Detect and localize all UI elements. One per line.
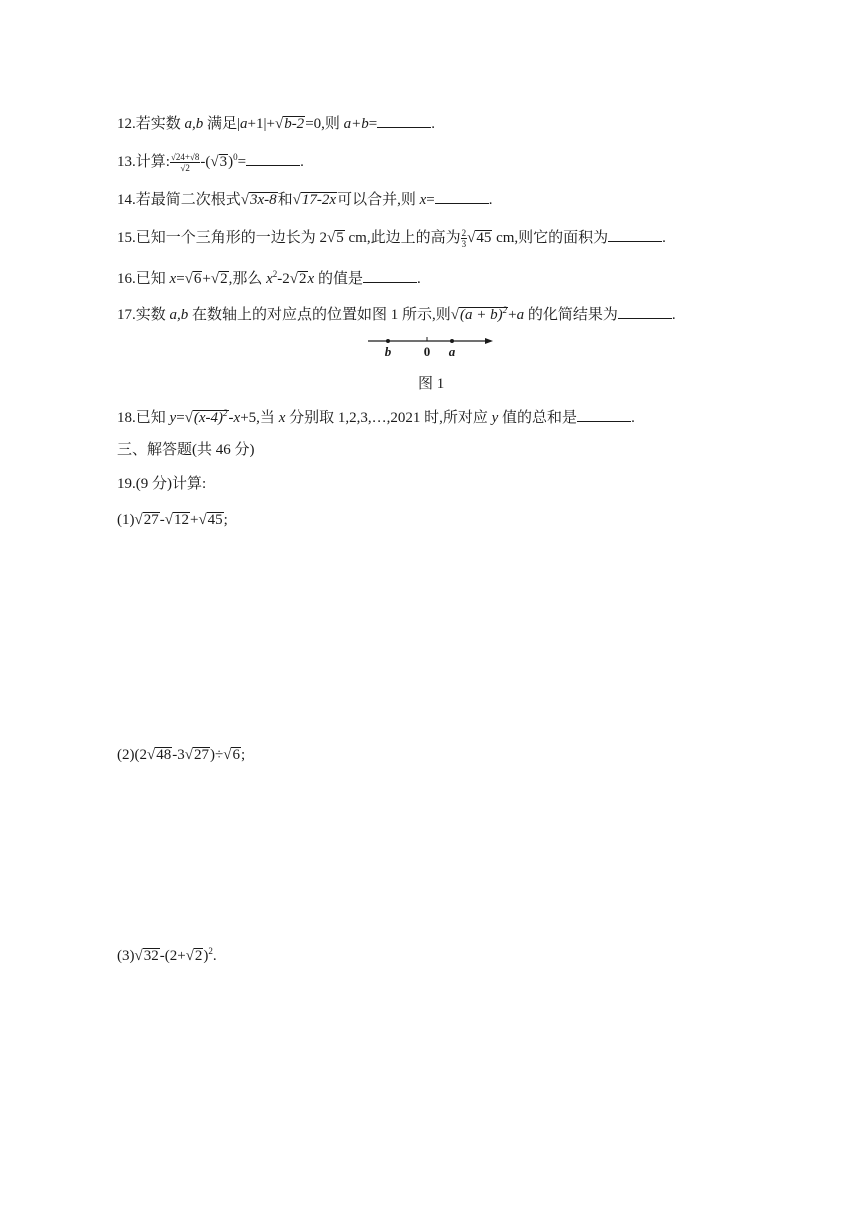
punctuation: . — [416, 271, 421, 287]
radicand — [193, 410, 229, 426]
variable: a,b — [184, 116, 204, 132]
question-text: 实数 — [135, 307, 170, 323]
expression: a+b — [343, 116, 369, 132]
variable: a,b — [169, 307, 189, 323]
variable: a — [516, 307, 525, 323]
radicand: 45 — [476, 230, 492, 246]
question-text: - — [228, 410, 234, 426]
answer-blank[interactable] — [577, 408, 631, 422]
problem-3 — [117, 946, 217, 966]
exponent: 2 — [272, 269, 278, 279]
operator: )÷ — [209, 747, 224, 763]
answer-blank[interactable] — [435, 190, 489, 204]
radicand: 48 — [156, 747, 172, 763]
answer-blank[interactable] — [377, 114, 431, 128]
exponent: 2 — [223, 408, 228, 418]
question-19: 19.(9 分)计算: — [117, 476, 207, 492]
question-text: 和 — [277, 192, 293, 208]
punctuation: . — [631, 410, 635, 426]
sqrt-icon: √ — [223, 747, 232, 763]
sqrt-icon: √ — [134, 512, 143, 528]
radicand: 5 — [336, 230, 344, 246]
question-number: 13. — [117, 154, 136, 170]
question-number: 14. — [117, 192, 136, 208]
question-text: 值的总和是 — [498, 410, 578, 426]
section-heading: 三、解答题(共 46 分) — [117, 442, 255, 458]
question-text: 已知 — [135, 410, 170, 426]
arrow-right-icon — [485, 338, 493, 344]
question-text: ) — [228, 154, 234, 170]
operator: + — [189, 512, 199, 528]
question-text: 若实数 — [135, 116, 185, 132]
punctuation: ; — [223, 512, 228, 528]
radicand: 45 — [207, 512, 223, 528]
sqrt-icon: √ — [184, 271, 193, 287]
question-text: + — [508, 307, 517, 323]
radicand: b-2 — [284, 116, 305, 132]
point-a — [450, 339, 454, 343]
operator: -3 — [172, 747, 185, 763]
answer-blank[interactable] — [246, 152, 300, 166]
question-text: 分别取 1,2,3,…,2021 时,所对应 — [285, 410, 492, 426]
punctuation: . — [212, 948, 217, 964]
fraction-denominator: 3 — [461, 239, 467, 250]
question-text: cm,则它的面积为 — [492, 230, 609, 246]
problem-label: (1) — [117, 512, 135, 528]
radicand — [459, 307, 508, 323]
question-text: ,那么 — [228, 271, 267, 287]
question-number: 16. — [117, 271, 136, 287]
question-text: -( — [200, 154, 211, 170]
sqrt-icon: √ — [134, 948, 143, 964]
question-text: 的值是 — [314, 271, 363, 287]
question-14 — [117, 190, 492, 210]
radicand-expression: (a + b) — [460, 307, 503, 323]
exponent: 2 — [502, 305, 508, 315]
fraction-numerator: √24+√8 — [170, 152, 200, 163]
question-number: 18. — [117, 410, 136, 426]
question-13 — [117, 152, 304, 173]
question-text: 计算: — [135, 154, 170, 170]
sqrt-icon: √ — [327, 230, 336, 246]
figure-caption: 图 1 — [418, 376, 445, 392]
problem-2 — [117, 745, 245, 765]
question-text: 已知 — [135, 271, 170, 287]
punctuation: . — [488, 192, 493, 208]
sqrt-icon: √ — [289, 271, 299, 287]
punctuation: . — [671, 307, 676, 323]
answer-blank[interactable] — [608, 228, 662, 242]
radicand: 6 — [232, 747, 240, 763]
variable: x — [233, 410, 241, 426]
radicand: 32 — [143, 948, 159, 964]
question-text: 可以合并,则 — [337, 192, 420, 208]
problem-1 — [117, 510, 228, 530]
radicand: 6 — [193, 271, 202, 287]
question-text: = — [176, 271, 185, 287]
question-number: 15. — [117, 230, 136, 246]
variable: x — [419, 192, 427, 208]
sqrt-icon: √ — [198, 512, 207, 528]
radicand: 12 — [173, 512, 189, 528]
question-15 — [117, 228, 666, 249]
question-text: 满足| — [203, 116, 241, 132]
operator: ) — [203, 948, 209, 964]
sqrt-icon: √ — [164, 512, 173, 528]
question-text: 已知一个三角形的一边长为 2 — [135, 230, 328, 246]
question-17 — [117, 305, 676, 325]
point-b — [386, 339, 390, 343]
variable: x — [169, 271, 177, 287]
question-number: 12. — [117, 116, 136, 132]
radicand: 2 — [299, 271, 307, 287]
question-16 — [117, 269, 421, 289]
fraction-numerator: 2 — [461, 228, 467, 239]
number-line-figure — [365, 334, 497, 360]
radicand: 27 — [193, 747, 209, 763]
exponent: 2 — [208, 946, 213, 956]
sqrt-icon: √ — [210, 271, 220, 287]
sqrt-icon: √ — [210, 154, 219, 170]
variable: x — [278, 410, 286, 426]
radicand: 27 — [143, 512, 159, 528]
sqrt-icon: √ — [450, 307, 460, 323]
question-text: +5,当 — [240, 410, 279, 426]
question-text: 若最简二次根式 — [135, 192, 241, 208]
sqrt-icon: √ — [467, 230, 476, 246]
sqrt-icon: √ — [185, 948, 194, 964]
fraction-denominator: √2 — [180, 163, 190, 174]
question-text: = — [176, 410, 185, 426]
variable: y — [169, 410, 177, 426]
punctuation: . — [300, 154, 304, 170]
answer-blank[interactable] — [618, 305, 672, 319]
punctuation: . — [662, 230, 666, 246]
question-text: 的化简结果为 — [524, 307, 618, 323]
fraction — [170, 152, 200, 173]
label-b: b — [384, 344, 392, 359]
answer-blank[interactable] — [363, 269, 417, 283]
label-a: a — [448, 344, 456, 359]
sqrt-icon: √ — [274, 116, 284, 132]
variable: x — [266, 271, 273, 287]
variable: y — [491, 410, 499, 426]
variable: a — [240, 116, 248, 132]
question-text: = — [368, 116, 378, 132]
question-text: cm,此边上的高为 — [344, 230, 461, 246]
variable: x — [307, 271, 315, 287]
sqrt-icon: √ — [184, 410, 193, 426]
sqrt-icon: √ — [240, 192, 249, 208]
sqrt-icon: √ — [184, 747, 193, 763]
sqrt-icon: √ — [292, 192, 301, 208]
radicand: 3x-8 — [250, 192, 277, 208]
radicand: 17-2x — [301, 192, 337, 208]
question-number: 17. — [117, 307, 136, 323]
label-zero: 0 — [423, 344, 431, 359]
question-12 — [117, 114, 435, 134]
problem-label: (2)(2 — [117, 747, 147, 763]
punctuation: . — [431, 116, 435, 132]
sqrt-icon: √ — [147, 747, 156, 763]
radicand: 2 — [220, 271, 228, 287]
question-text: =0,则 — [305, 116, 344, 132]
punctuation: ; — [240, 747, 246, 763]
radicand-expression: (x-4) — [193, 410, 224, 426]
problem-label: (3) — [117, 948, 135, 964]
question-text: -2 — [277, 271, 290, 287]
question-text: + — [202, 271, 211, 287]
question-18 — [117, 408, 635, 428]
question-text: = — [237, 154, 247, 170]
operator: - — [159, 512, 165, 528]
question-text: 在数轴上的对应点的位置如图 1 所示,则 — [188, 307, 451, 323]
question-text: +1|+ — [247, 116, 275, 132]
question-text: = — [426, 192, 435, 208]
exponent: 0 — [233, 152, 238, 162]
radicand: 3 — [219, 154, 228, 170]
radicand: 2 — [194, 948, 203, 964]
operator: -(2+ — [159, 948, 186, 964]
